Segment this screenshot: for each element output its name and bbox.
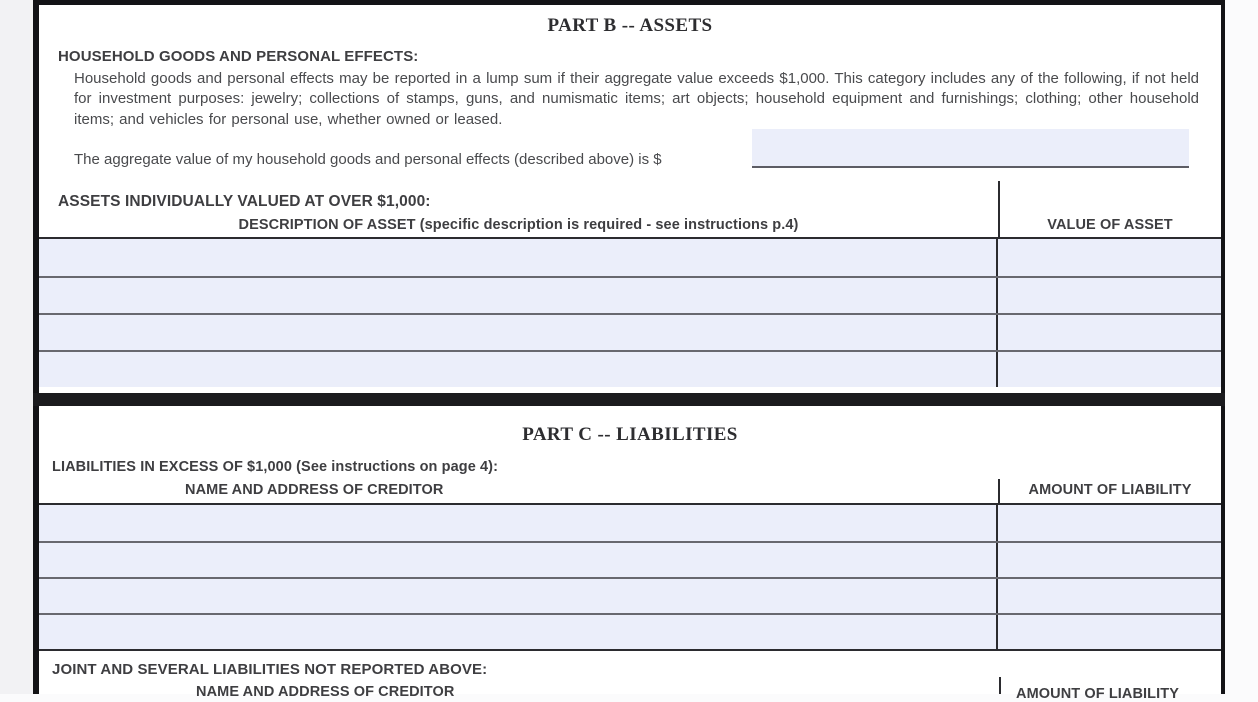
liability-amount-field[interactable]	[998, 543, 1221, 577]
part-b-title: PART B -- ASSETS	[547, 15, 713, 36]
creditor-name-address-header: NAME AND ADDRESS OF CREDITOR	[185, 482, 444, 498]
assets-header-column-divider	[998, 181, 1000, 237]
creditor-field[interactable]	[39, 579, 998, 613]
liability-row[interactable]	[39, 541, 1221, 577]
liability-amount-field[interactable]	[998, 579, 1221, 613]
asset-row[interactable]	[39, 313, 1221, 350]
asset-description-field[interactable]	[39, 278, 998, 313]
asset-row[interactable]	[39, 276, 1221, 313]
description-of-asset-header: DESCRIPTION OF ASSET (specific description is required - see instructions p.4)	[238, 217, 799, 233]
assets-individually-heading: ASSETS INDIVIDUALLY VALUED AT OVER $1,000:	[58, 193, 431, 210]
liability-amount-field[interactable]	[998, 505, 1221, 541]
asset-row[interactable]	[39, 350, 1221, 387]
form-border-right	[1221, 0, 1225, 694]
liability-row[interactable]	[39, 505, 1221, 541]
asset-description-field[interactable]	[39, 239, 998, 276]
liabilities-excess-heading: LIABILITIES IN EXCESS OF $1,000 (See instructions on page 4):	[52, 459, 499, 475]
liability-row[interactable]	[39, 577, 1221, 613]
asset-value-field[interactable]	[998, 352, 1221, 387]
form-border-top	[33, 0, 1225, 5]
asset-description-field[interactable]	[39, 315, 998, 350]
joint-creditor-name-address-header: NAME AND ADDRESS OF CREDITOR	[196, 684, 455, 700]
asset-value-field[interactable]	[998, 239, 1221, 276]
creditor-field[interactable]	[39, 615, 998, 649]
value-of-asset-header: VALUE OF ASSET	[1047, 217, 1173, 233]
page-left-margin	[0, 0, 33, 694]
assets-table	[39, 237, 1221, 387]
creditor-field[interactable]	[39, 505, 998, 541]
liabilities-header-column-divider	[998, 479, 1000, 503]
asset-value-field[interactable]	[998, 315, 1221, 350]
aggregate-value-label: The aggregate value of my household goods and personal effects (described above) is $	[74, 151, 662, 168]
liability-amount-field[interactable]	[998, 615, 1221, 649]
creditor-field[interactable]	[39, 543, 998, 577]
part-c-title: PART C -- LIABILITIES	[522, 424, 738, 445]
asset-description-field[interactable]	[39, 352, 998, 387]
joint-header-column-divider	[999, 677, 1001, 694]
asset-value-field[interactable]	[998, 278, 1221, 313]
aggregate-value-field[interactable]	[752, 129, 1189, 168]
asset-row[interactable]	[39, 239, 1221, 276]
part-b-part-c-divider	[33, 393, 1225, 406]
household-goods-paragraph: Household goods and personal effects may be reported in a lump sum if their aggregate value exceeds $1,000. This category includes any of the following, if not held for investment purposes: jewelry; collections of stamps, guns, and numismatic items; art objects; household equipment and furnishings; clothing; other household items; and vehicles for personal use, whether owned or leased.	[74, 70, 1199, 128]
household-goods-heading: HOUSEHOLD GOODS AND PERSONAL EFFECTS:	[58, 48, 419, 65]
joint-liabilities-heading: JOINT AND SEVERAL LIABILITIES NOT REPORTED ABOVE:	[52, 661, 488, 678]
liabilities-table	[39, 503, 1221, 651]
amount-of-liability-header: AMOUNT OF LIABILITY	[1028, 482, 1192, 498]
liability-row[interactable]	[39, 613, 1221, 649]
joint-amount-of-liability-header: AMOUNT OF LIABILITY	[1016, 686, 1179, 702]
